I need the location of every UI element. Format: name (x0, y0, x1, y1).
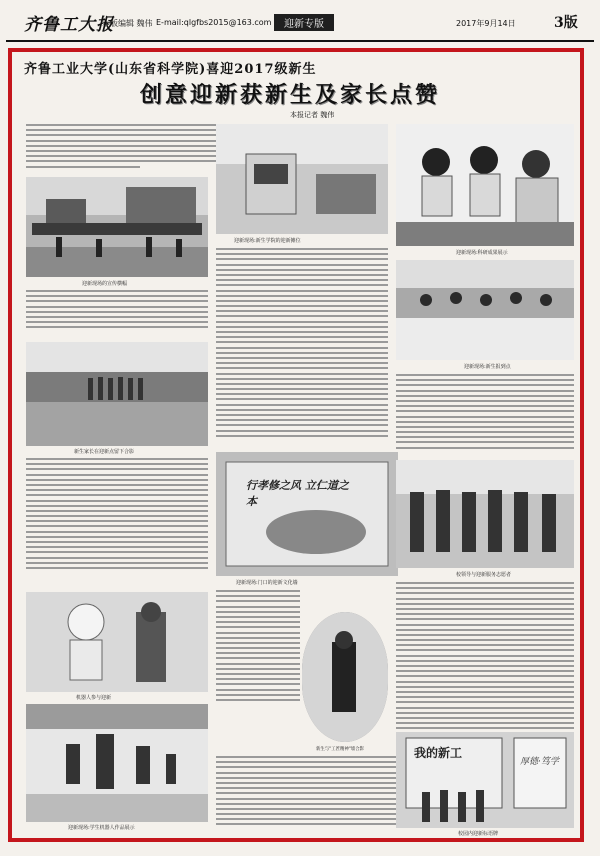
photo-new-students (396, 124, 574, 246)
photo-caption: 迎新现场:新生学院的迎新摊位 (234, 238, 301, 244)
body-text-block (216, 248, 388, 440)
photo-registration-desk (396, 260, 574, 360)
photo-campus-sign (396, 732, 574, 828)
issue-date: 2017年9月14日 (456, 19, 516, 28)
calligraphy-text: 厚德·笃学 (520, 757, 559, 767)
masthead (6, 6, 594, 42)
body-text-block (216, 590, 300, 704)
photo-booth (216, 124, 388, 234)
body-text-block (26, 458, 208, 572)
article-headline: 创意迎新获新生及家长点赞 (140, 82, 441, 108)
photo-caption: 迎新现场:新生报到点 (464, 364, 511, 370)
article-byline: 本报记者 魏伟 (290, 111, 335, 119)
body-text-block (26, 124, 216, 171)
article-frame (8, 48, 584, 842)
photo-caption: 迎新现场:门口的迎新文化墙 (236, 580, 298, 586)
photo-caption: 迎新现场:学生机器人作品展示 (68, 825, 135, 831)
photo-caption: 迎新现场的宣传横幅 (82, 281, 128, 287)
photo-banners (26, 177, 208, 277)
photo-caption: 校领导与迎新服务志愿者 (456, 572, 512, 578)
photo-robot (26, 592, 208, 692)
editor-email: E-mail:qlgfbs2015@163.com (156, 18, 272, 27)
culture-wall-text: 行孝修之风 立仁道之本 (246, 479, 349, 508)
section-badge: 迎新专版 (274, 14, 334, 31)
photo-leaders-volunteers (396, 460, 574, 568)
page-editor: 本版编辑 魏伟 (102, 19, 153, 28)
photo-caption: 新生家长在迎新点留下合影 (74, 449, 135, 455)
campus-sign-text: 我的新工 (414, 746, 463, 760)
body-text-block (396, 582, 574, 738)
newspaper-title: 齐鲁工大报 (24, 15, 114, 35)
photo-group-outdoor (26, 342, 208, 446)
photo-caption: 迎新现场:科研成果展示 (456, 250, 508, 256)
photo-caption: 新生与"工匠精神"墙合影 (316, 747, 364, 752)
photo-culture-wall (216, 452, 398, 576)
photo-caption: 机器人参与迎新 (76, 695, 112, 701)
article-kicker: 齐鲁工业大学(山东省科学院)喜迎2017级新生 (24, 62, 317, 77)
body-text-block (396, 374, 574, 452)
page-number: 3版 (554, 15, 578, 31)
photo-caption: 校园内迎新标语牌 (458, 831, 499, 837)
body-text-block (26, 290, 208, 332)
photo-robot-display (26, 704, 208, 822)
photo-craftsman-wall (302, 612, 388, 742)
